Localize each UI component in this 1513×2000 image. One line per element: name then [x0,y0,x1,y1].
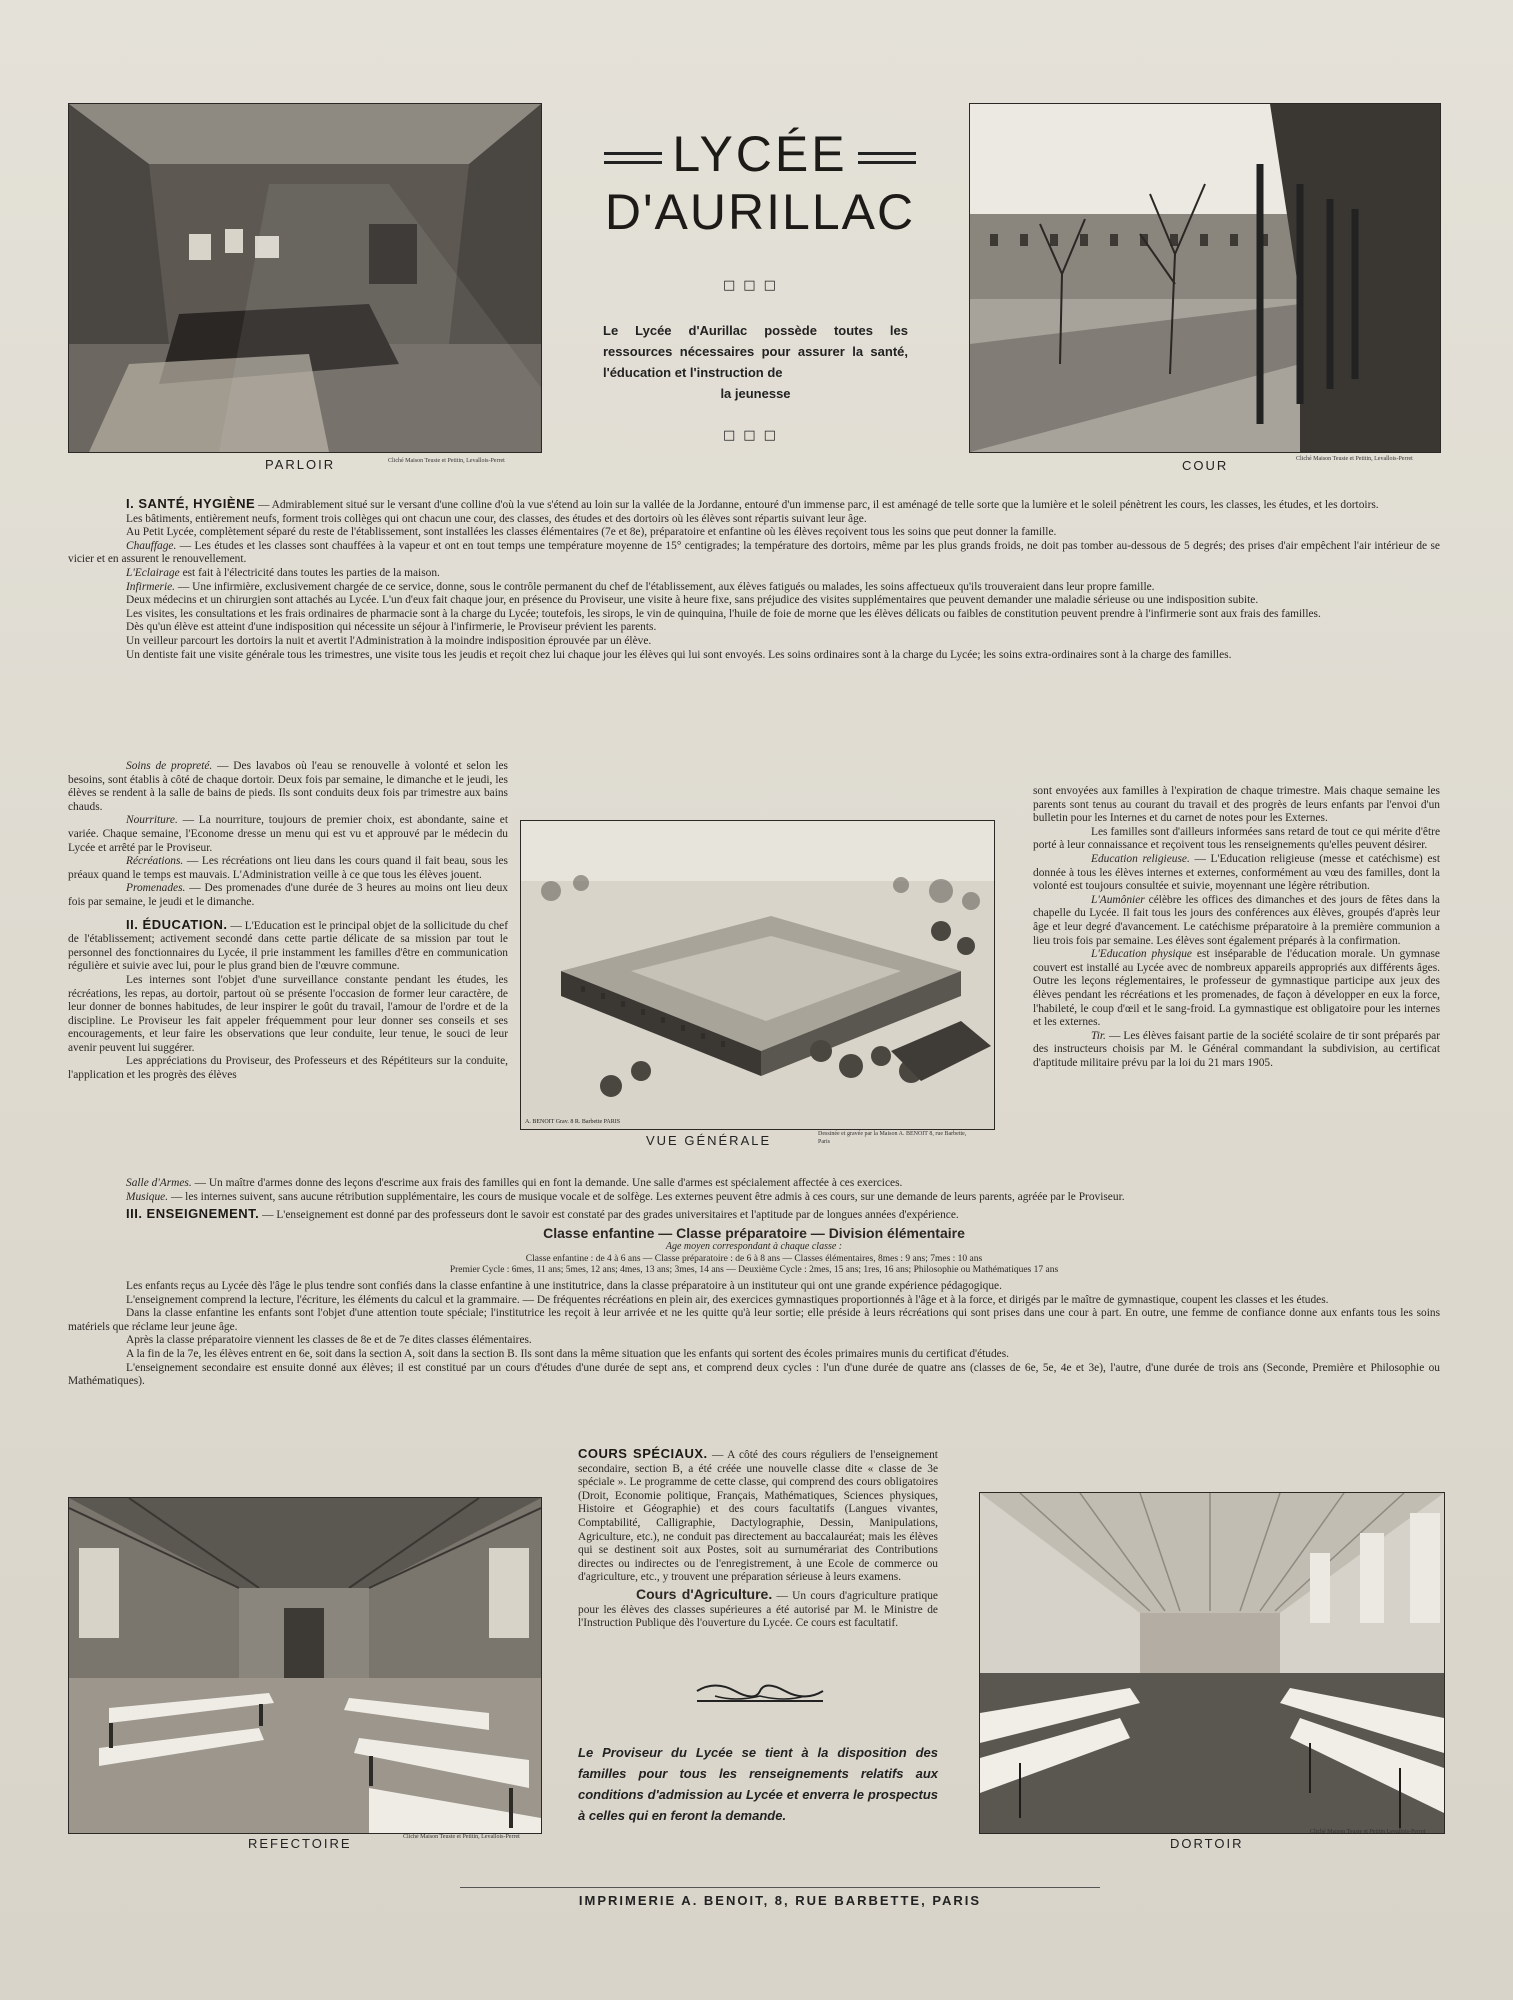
sante-p3: Au Petit Lycée, complètement séparé du reste de l'établissement, sont installées les classes élémentaires (7e et 8e), préparatoire et enfantine où les élèves reçoivent tous les soins que peut donner la famille. [126,526,1057,539]
vue-generale-credit: Dessinée et gravée par la Maison A. BENOIT 8, rue Barbette, Paris [818,1131,967,1145]
agriculture-heading: Cours d'Agriculture. [636,1585,773,1602]
center-bottom-column [578,1447,938,1631]
promenades-text: — Des promenades d'une durée de 3 heures au moins ont lieu deux fois par semaine, le jeudi et le dimanche. [68,882,508,908]
enseignement-p3: L'enseignement comprend la lecture, l'écriture, les éléments du calcul et la grammaire. — De fréquentes récréations en plein air, des exercices gymnastiques proportionnés à l'âge et à la force, et dirigés par le maître de gymnastique, coupent les classes et les études. [126,1293,1329,1306]
title-rule-right [858,152,916,164]
physique-title: L'Education physique [1091,948,1192,961]
armes-title: Salle d'Armes. [126,1177,192,1189]
intro-statement [603,320,908,404]
enseignement-p6: A la fin de la 7e, les élèves entrent en 6e, soit dans la section A, soit dans la section B. Ils sont dans la même situation que les enfants qui sortent des écoles primaires munis du certificat d'études. [126,1347,1010,1360]
medecins-text: Deux médecins et un chirurgien sont attachés au Lycée. L'un d'eux fait chaque jour, en présence du Proviseur, une visite à heure fixe, sans préjudice des visites supplémentaires que peuvent demander une maladie sérieuse ou une indisposition subite. [126,594,1259,607]
religieuse-text: — L'Education religieuse (messe et catéchisme) est donnée à tous les élèves internes et externes, conformément au vœu des familles, dont la volonté est toujours consultée et suivie, moyennant une légère rétribution. [1033,852,1440,893]
printer-rule [460,1887,1100,1888]
dortoir-photo [979,1492,1445,1834]
cour-caption: COUR [1182,458,1229,473]
cour-credit: Cliché Maison Teuste et Petitin, Levallois-Perret [1296,456,1413,462]
speciaux-text: — A côté des cours réguliers de l'enseignement secondaire, section B, a été créée une nouvelle classe dite « classe de 3e spéciale ». Le programme de cette classe, qui comprend des cours obligatoires (Droit, Economie politique, Français, Mathématiques, Sciences physiques, Histoire et Géographie) et des cours facultatifs (Langues vivantes, Comptabilité, Calligraphie, Dactylographie, Dessin, Manipulations, Agriculture, etc.), ne conduit pas directement au baccalauréat; mais les élèves qui se destinent soit aux Postes, soit au surnumérariat des Contributions directes ou indirectes ou de l'enregistrement, à une Ecole de commerce ou d'agriculture, etc., y trouvent une préparation sérieuse à leurs examens. [578,1449,938,1584]
education-p3: Les appréciations du Proviseur, des Professeurs et des Répétiteurs sur la conduite, l'application et les progrès des élèves [68,1055,508,1082]
left-column [68,760,508,1083]
musique-title: Musique. [126,1190,169,1203]
intro-last-line: la jeunesse [720,386,791,401]
speciaux-heading: COURS SPÉCIAUX. [578,1446,708,1461]
religieuse-title: Education religieuse. [1091,852,1190,865]
proprete-text: — Des lavabos où l'eau se renouvelle à volonté et selon les besoins, sont établis à côté de chaque dortoir. Deux fois par semaine, le dimanche et le jeudi, les élèves se rendent à la salle de bains de pieds. Ils sont conduits deux fois par trimestre aux bains chauds. [68,760,508,813]
title-rule-left [604,152,662,164]
eclairage-title: L'Eclairage [126,566,180,579]
printer-imprint: IMPRIMERIE A. BENOIT, 8, RUE BARBETTE, PARIS [578,1893,982,1908]
education-p2: Les internes sont l'objet d'une surveillance constante pendant les études, les récréations, les repas, au dortoir, partout où se présente l'occasion de former leur caractère, de leur donner de bonnes habitudes, de leur inspirer le goût du travail, l'amour de l'ordre et de la discipline. Le Proviseur les fait appeler fréquemment pour leur donner ses conseils et ses encouragements, et leur faire les observations que leur conduite, leur tenue, le souci de leur avenir peuvent lui suggérer. [68,973,508,1054]
chauffage-text: — Les études et les classes sont chauffées à la vapeur et ont en tout temps une température moyenne de 15° centigrades; la température des dortoirs, même par les plus grands froids, ne doit pas tomber au-dessous de 5 degrés; des prises d'air empêchent l'air intérieur de se vicier et en assurent le renouvellement. [68,539,1440,566]
closing-statement: Le Proviseur du Lycée se tient à la disposition des familles pour tous les renseignements relatifs aux conditions d'admission au Lycée et enverra le prospectus à celles qui en feront la demande. [578,1745,938,1823]
section-enseignement [68,1177,1440,1389]
dortoir-credit: Cliché Maison Teuste et Petitin Levallois-Perret [1310,1829,1426,1835]
ornament-flourish [695,1680,825,1702]
title-line2: D'AURILLAC [604,184,916,240]
parloir-caption: PARLOIR [265,457,336,472]
parloir-credit: Cliché Maison Teuste et Petitin, Levallois-Perret [388,458,505,464]
sante-p2: Les bâtiments, entièrement neufs, forment trois collèges qui ont chacun une cour, des classes, des études et des dortoirs où les élèves sont répartis suivant leur âge. [126,512,867,525]
sante-heading: I. SANTÉ, HYGIÈNE [126,496,256,511]
chauffage-title: Chauffage. [126,539,177,552]
age-title: Age moyen correspondant à chaque classe : [665,1241,843,1253]
veilleur-text: Un veilleur parcourt les dortoirs la nuit et avertit l'Administration à la moindre indisposition éprouvée par un élève. [126,634,652,647]
ornament-squares-top: □□□ [723,278,784,293]
promenades-title: Promenades. [126,882,186,895]
visites-text: Les visites, les consultations et les frais ordinaires de pharmacie sont à la charge du Lycée; toutefois, les sirops, le vin de quinquina, l'huile de foie de morne que les élèves délicats ou faibles de constitution peuvent prendre à l'infirmerie sont aux frais des familles. [126,607,1321,620]
infirmerie-text: — Une infirmière, exclusivement chargée de ce service, donne, sous le contrôle permanent du chef de l'établissement, aux élèves fatigués ou malades, les soins affectueux qu'ils trouveraient dans leur propre famille. [177,580,1155,593]
refectoire-photo [68,1497,542,1834]
sante-p1: — Admirablement situé sur le versant d'une colline d'où la vue s'étend au loin sur la vallée de la Jordanne, entouré d'un immense parc, il est aménagé de telle sorte que la lumière et le soleil pénètrent les cours, les classes, les études, et les dortoirs. [258,499,1379,511]
refectoire-credit: Cliché Maison Teuste et Petitin, Levallois-Perret [403,1834,520,1840]
classes-heading: Classe enfantine — Classe préparatoire — Division élémentaire [543,1224,965,1241]
proprete-title: Soins de propreté. [126,760,213,772]
recreations-text: — Les récréations ont lieu dans les cours quand il fait beau, sous les préaux quand le temps est mauvais. L'Administration veille à ce que tous les élèves jouent. [68,855,508,881]
tir-text: — Les élèves faisant partie de la société scolaire de tir sont préparés par des instructeurs choisis par M. le Général commandant la subdivision, au certificat d'aptitude militaire prévu par la loi du 21 mars 1905. [1033,1029,1440,1069]
vue-generale-engraving [520,820,995,1130]
right-column [1033,785,1440,1070]
dentiste-text: Un dentiste fait une visite générale tous les trimestres, une visite tous les jeudis et reçoit chez lui chaque jour les élèves qui lui sont envoyés. Les soins ordinaires sont à la charge du Lycée; les soins extra-ordinaires sont à la charge des familles. [126,648,1232,661]
intro-text: Le Lycée d'Aurillac possède toutes les ressources nécessaires pour assurer la santé, l'éducation et l'instruction de [603,323,908,380]
refectoire-caption: REFECTOIRE [248,1836,352,1851]
age-line1: Classe enfantine : de 4 à 6 ans — Classe préparatoire : de 6 à 8 ans — Classes élémentaires, 8mes : 9 ans; 7mes : 10 ans [525,1253,983,1264]
agriculture-text: — Un cours d'agriculture pratique pour les élèves des classes supérieures a été autorisé par M. le Ministre de l'Instruction Publique dès l'ouverture du Lycée. Ce cours est facultatif. [578,1589,938,1630]
parloir-photo [68,103,542,453]
education-r2: Les familles sont d'ailleurs informées sans retard de tout ce qui mérite d'être porté à leur connaissance et reçoivent tous les renseignements qu'elles peuvent désirer. [1033,825,1440,852]
recreations-title: Récréations. [126,855,184,868]
dortoir-caption: DORTOIR [1170,1836,1244,1851]
vue-generale-caption: VUE GÉNÉRALE [646,1133,772,1148]
aumonier-title: L'Aumônier [1091,893,1145,906]
enseignement-p1: — L'enseignement est donné par des professeurs dont le savoir est constaté par des grades universitaires et l'aptitude par de longues années d'expérience. [262,1209,959,1222]
enseignement-p4: Dans la classe enfantine les enfants sont l'objet d'une attention toute spéciale; l'institutrice les reçoit à leur arrivée et ne les quitte qu'à leur sortie; elle préside à leurs récréations qui sont prises dans une cour à part. En outre, une femme de confiance donne aux enfants tous les soins matériels que réclame leur jeune âge. [68,1307,1440,1333]
nourriture-text: — La nourriture, toujours de premier choix, est abondante, saine et variée. Chaque semaine, l'Econome dresse un menu qui est vu et approuvé par le médecin du Lycée et arrêté par le Proviseur. [68,814,508,854]
armes-text: — Un maître d'armes donne des leçons d'escrime aux frais des familles qui en font la demande. Une salle d'armes est spécialement affectée à ces exercices. [194,1177,903,1189]
section-sante [68,497,1440,662]
indisposition-text: Dès qu'un élève est atteint d'une indisposition qui nécessite un séjour à l'infirmerie, le Proviseur prévient les parents. [126,621,657,634]
poster-title [560,125,960,241]
enseignement-p5: Après la classe préparatoire viennent les classes de 8e et de 7e dites classes élémentaires. [126,1334,532,1347]
age-line2: Premier Cycle : 6mes, 11 ans; 5mes, 12 ans; 4mes, 13 ans; 3mes, 14 ans — Deuxième Cycle : 2mes, 15 ans; 1res, 16 ans; Philosophie ou Mathématiques 17 ans [449,1264,1059,1275]
musique-text: — les internes suivent, sans aucune rétribution supplémentaire, les cours de musique vocale et de solfège. Les externes peuvent être admis à ces cours, sur une demande de leurs parents, agréée par le Proviseur. [170,1190,1125,1203]
aumonier-text: célèbre les offices des dimanches et des jours de fêtes dans la chapelle du Lycée. Il fait tous les jours des conférences aux élèves, groupés d'après leur âge et leur degré d'avancement. Le catéchisme préparatoire à la première communion a lieu trois fois par semaine. Les élèves sont également préparés à la confirmation. [1033,893,1440,947]
education-heading: II. ÉDUCATION. [126,916,228,932]
engraver-mark: A. BENOIT Grav. 8 R. Barbette PARIS [525,1119,621,1125]
infirmerie-title: Infirmerie. [126,580,176,593]
tir-title: Tir. [1091,1029,1106,1042]
education-r1: sont envoyées aux familles à l'expiration de chaque trimestre. Mais chaque semaine les parents sont tenus au courant du travail et des progrès de leurs enfants par l'envoi d'un bulletin pour les Internes et du carnet de notes pour les Externes. [1033,785,1440,825]
enseignement-p7: L'enseignement secondaire est ensuite donné aux élèves; il est constitué par un cours d'études d'une durée de sept ans, et comprend deux cycles : l'un d'une durée de quatre ans (classes de 6e, 5e, 4e et 3e), l'autre, d'une durée de trois ans (Seconde, Première et Philosophie ou Mathématiques). [68,1361,1440,1388]
enseignement-p2: Les enfants reçus au Lycée dès l'âge le plus tendre sont confiés dans la classe enfantine à une institutrice, dans la classe préparatoire à un instituteur qui ont une grande expérience pédagogique. [126,1279,1002,1292]
ornament-squares-bottom: □□□ [723,428,784,443]
nourriture-title: Nourriture. [126,814,178,827]
enseignement-heading: III. ENSEIGNEMENT. [126,1206,260,1222]
eclairage-text: est fait à l'électricité dans toutes les parties de la maison. [182,566,440,579]
title-line1: LYCÉE [672,126,848,182]
physique-text: est inséparable de l'éducation morale. Un gymnase couvert est installé au Lycée avec de nombreux appareils appropriés aux différents âges. Outre les leçons réglementaires, le professeur de gymnastique participe aux jeux des élèves pendant les récréations et les promenades, de façon à développer en eux la force, l'habileté, le coup d'œil et le sang-froid. La gymnastique est obligatoire pour les internes et les externes. [1033,948,1440,1029]
cour-photo [969,103,1441,453]
education-p1: — L'Education est le principal objet de la sollicitude du chef de l'établissement; activement secondé dans cette partie délicate de sa mission par tout le personnel des fonctionnaires du Lycée, il prie instamment les familles d'être en communication régulière et suivie avec lui, pour le plus grand bien de l'œuvre commune. [68,919,508,973]
